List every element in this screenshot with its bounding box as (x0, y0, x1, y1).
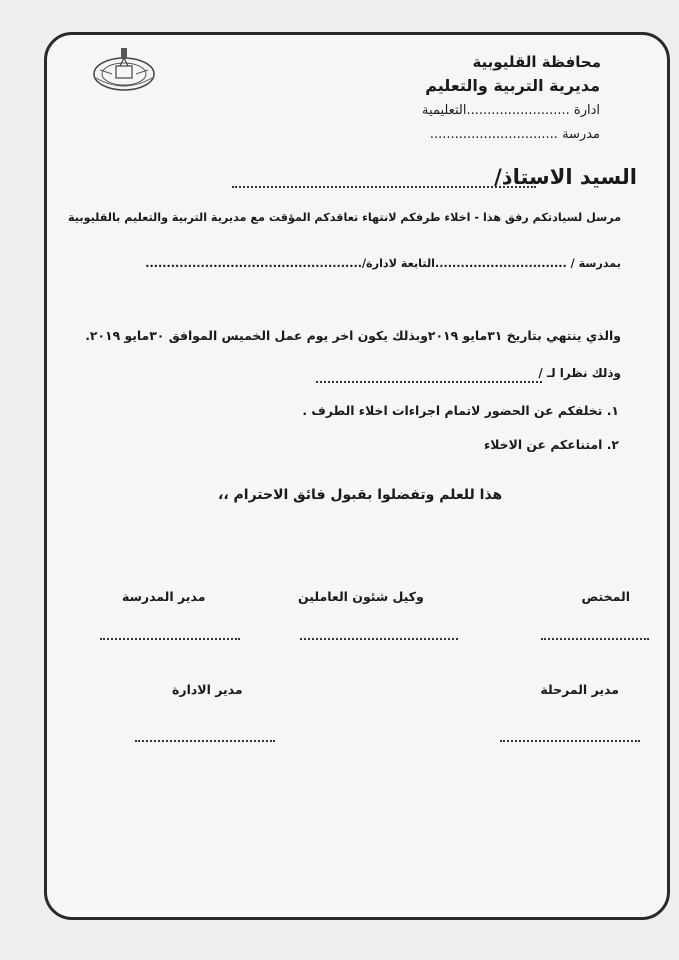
reason-fill-line (316, 381, 542, 383)
reason-item-2: ٢. امتناعكم عن الاخلاء (483, 437, 619, 452)
signature-specialist-line (541, 638, 649, 640)
governorate-title: محافظة القليوبية (472, 53, 601, 71)
signature-hr-deputy-label: وكيل شئون العاملين (298, 589, 424, 604)
reason-label: وذلك نظرا لـ / (538, 366, 621, 380)
signature-admin-director-label: مدير الادارة (172, 682, 243, 697)
signature-stage-director-line (500, 740, 640, 742)
salutation: السيد الاستاذ/ (494, 165, 637, 189)
signature-specialist-label: المختص (581, 589, 630, 604)
signature-admin-director-line (135, 740, 275, 742)
reason-item-1: ١. تخلفكم عن الحضور لاتمام اجراءات اخلاء الطرف . (302, 403, 619, 418)
directorate-title: مديرية التربية والتعليم (425, 76, 600, 95)
body-line-1: مرسل لسيادتكم رفق هذا - اخلاء طرفكم لانتهاء تعاقدكم المؤقت مع مديرية التربية والتعليم بالقليوبية (68, 211, 621, 224)
signature-school-principal-line (100, 638, 240, 640)
body-line-2: بمدرسة / ...............................التابعة لادارة/................................................... (145, 257, 621, 270)
school-line: مدرسة ............................... (429, 127, 600, 142)
body-line-3: والذي ينتهي بتاريخ ٣١مايو ٢٠١٩وبذلك يكون اخر يوم عمل الخميس الموافق ٣٠مايو ٢٠١٩. (85, 328, 621, 343)
signature-school-principal-label: مدير المدرسة (122, 589, 206, 604)
signature-hr-deputy-line (300, 638, 458, 640)
administration-line: ادارة .........................التعليمية (422, 103, 600, 118)
signature-stage-director-label: مدير المرحلة (540, 682, 619, 697)
emblem-logo (90, 44, 158, 96)
closing-line: هذا للعلم وتفضلوا بقبول فائق الاحترام ،، (218, 487, 503, 503)
name-fill-line (232, 186, 536, 188)
